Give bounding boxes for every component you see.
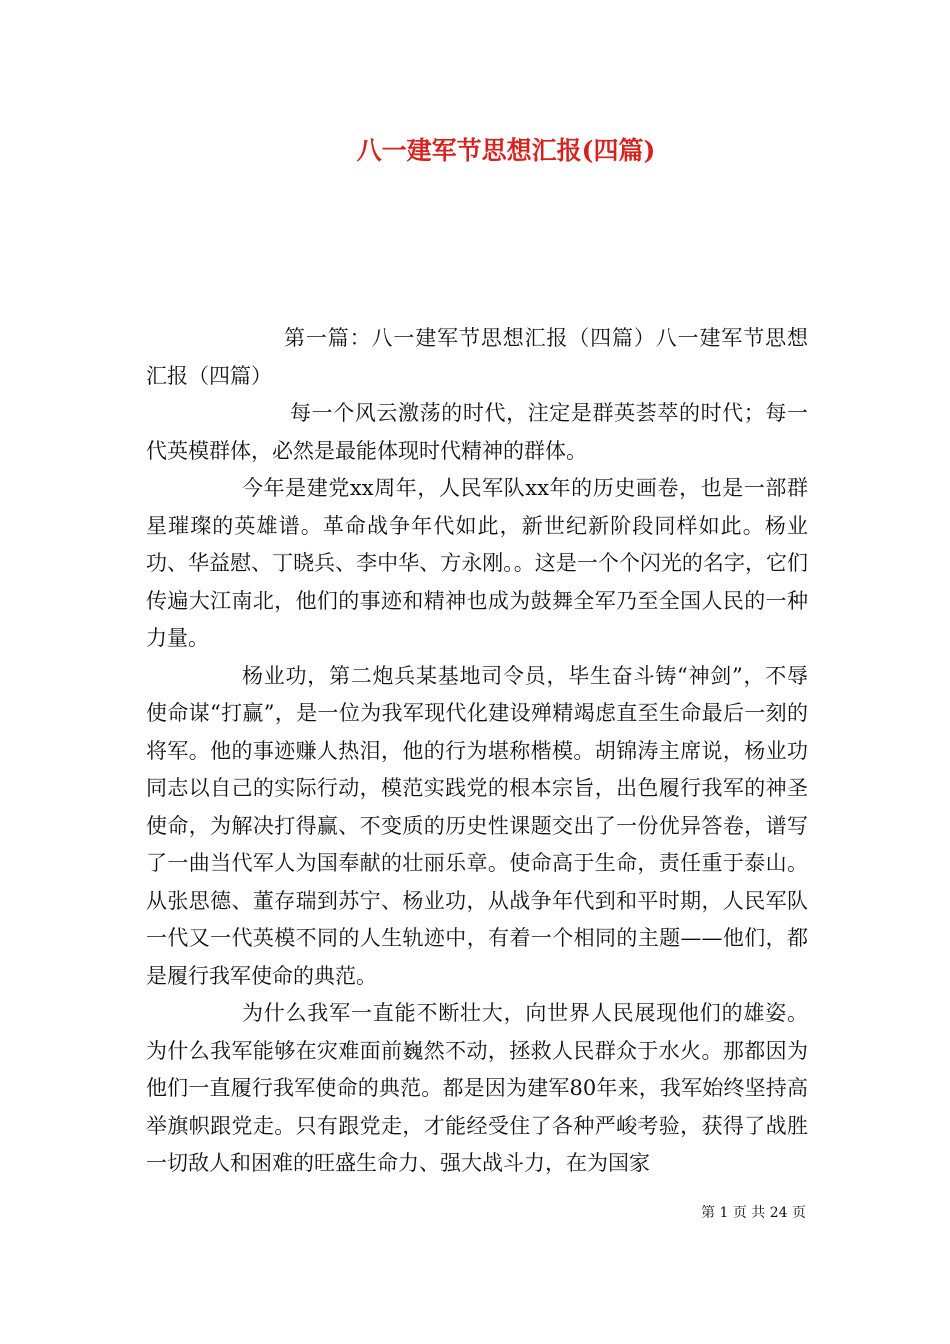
paragraph-intro: 每一个风云激荡的时代，注定是群英荟萃的时代；每一代英模群体，必然是最能体现时代精神的群体。	[146, 401, 808, 463]
paragraph-yang-yegong: 杨业功，第二炮兵某基地司令员，毕生奋斗铸“神剑”，不辱使命谋“打赢”，是一位为我军现代化建设殚精竭虑直至生命最后一刻的将军。他的事迹赚人热泪，他的行为堪称楷模。胡锦涛主席说，杨业功同志以自己的实际行动，模范实践党的根本宗旨，出色履行我军的神圣使命，为解决打得赢、不变质的历史性课题交出了一份优异答卷，谱写了一曲当代军人为国奉献的壮丽乐章。使命高于生命，责任重于泰山。从张思德、董存瑞到苏宁、杨业功，从战争年代到和平时期，人民军队一代又一代英模不同的人生轨迹中，有着一个相同的主题——他们，都是履行我军使命的典范。	[146, 663, 808, 988]
document-body	[146, 320, 808, 1183]
document-title: 八一建军节思想汇报(四篇)	[356, 136, 656, 165]
paragraph-heading: 第一篇：八一建军节思想汇报（四篇）八一建军节思想汇报（四篇）	[146, 326, 808, 388]
paragraph-army-growth: 为什么我军一直能不断壮大，向世界人民展现他们的雄姿。为什么我军能够在灾难面前巍然不动，拯救人民群众于水火。那都因为他们一直履行我军使命的典范。都是因为建军80年来，我军始终坚持高举旗帜跟党走。只有跟党走，才能经受住了各种严峻考验，获得了战胜一切敌人和困难的旺盛生命力、强大战斗力，在为国家	[146, 1001, 808, 1175]
paragraph-anniversary: 今年是建党xx周年，人民军队xx年的历史画卷，也是一部群星璀璨的英雄谱。革命战争年代如此，新世纪新阶段同样如此。杨业功、华益慰、丁晓兵、李中华、方永刚。。这是一个个闪光的名字，它们传遍大江南北，他们的事迹和精神也成为鼓舞全军乃至全国人民的一种力量。	[146, 476, 808, 650]
page-number-footer: 第 1 页 共 24 页	[701, 1205, 806, 1221]
